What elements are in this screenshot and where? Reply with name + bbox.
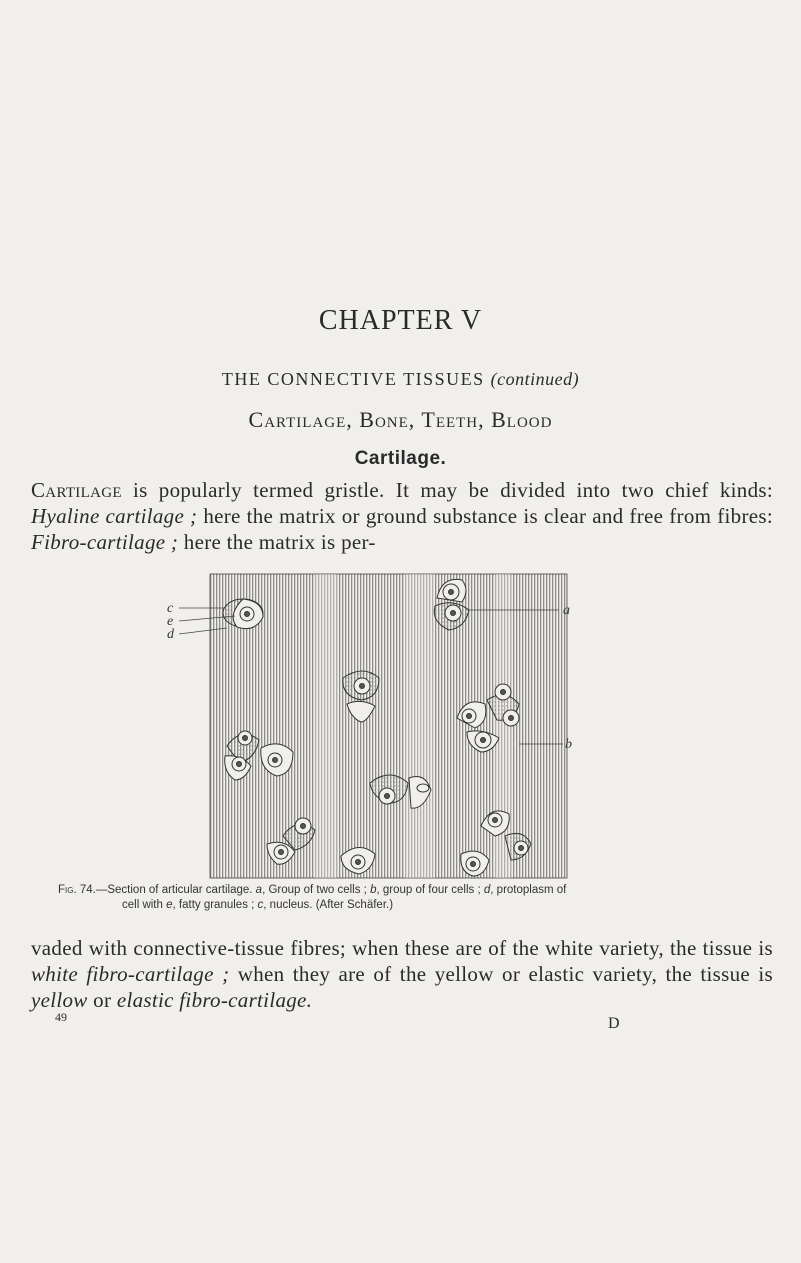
subtitle-main: THE CONNECTIVE TISSUES	[221, 369, 491, 389]
chapter-subtitle	[0, 369, 801, 390]
chapter-title: CHAPTER V	[318, 305, 483, 336]
caption-seg: , group of four cells ;	[376, 884, 484, 896]
lead-word: Cartilage	[31, 478, 122, 502]
caption-line-2	[58, 898, 770, 913]
para2-text-1: vaded with connective-tissue fibres; when these are of the white variety, the tissue is	[31, 936, 773, 960]
caption-lead: Fig. 74.	[58, 884, 96, 896]
subtitle-continued: (continued)	[490, 369, 580, 389]
caption-seg: cell with	[122, 899, 167, 911]
label-e: e	[167, 614, 174, 629]
label-d: d	[167, 627, 174, 642]
term-elastic-fibro: elastic fibro-cartilage.	[116, 988, 313, 1012]
para1-text-2: here the matrix or ground substance is clear and free from fibres:	[197, 504, 773, 528]
caption-ref-e: e	[166, 899, 173, 911]
caption-ref-b: b	[370, 884, 377, 896]
term-hyaline: Hyaline cartilage ;	[31, 504, 198, 528]
caption-text: —Section of articular cartilage.	[95, 884, 256, 896]
caption-seg: , fatty granules ;	[172, 899, 258, 911]
caption-ref-a: a	[255, 884, 263, 896]
signature-mark: D	[608, 1015, 620, 1032]
para1-text-3: here the matrix is per-	[178, 530, 376, 554]
page-number: 49	[55, 1010, 67, 1024]
subsection-heading: Cartilage.	[354, 448, 447, 469]
term-fibro: Fibro-cartilage ;	[31, 530, 179, 554]
cartilage-figure	[165, 568, 595, 880]
section-heading: Cartilage, Bone, Teeth, Blood	[248, 407, 553, 432]
label-c: c	[167, 601, 174, 616]
figure-caption	[58, 883, 770, 913]
para2-text-3: or	[87, 988, 117, 1012]
paragraph-2	[31, 935, 773, 1013]
caption-ref-c: c	[257, 899, 264, 911]
caption-seg: , nucleus. (After Schäfer.)	[263, 899, 394, 911]
term-yellow: yellow	[31, 988, 88, 1012]
para1-text-1: is popularly termed gristle. It may be divided into two chief kinds:	[121, 478, 773, 502]
label-b: b	[565, 737, 572, 752]
para2-text-2: when they are of the yellow or elastic variety, the tissue is	[229, 962, 774, 986]
label-a: a	[563, 603, 570, 618]
paragraph-1	[31, 477, 773, 555]
caption-seg: , protoplasm of	[490, 884, 567, 896]
caption-seg: , Group of two cells ;	[262, 884, 371, 896]
caption-ref-d: d	[483, 884, 491, 896]
term-white-fibro: white fibro-cartilage ;	[31, 962, 230, 986]
